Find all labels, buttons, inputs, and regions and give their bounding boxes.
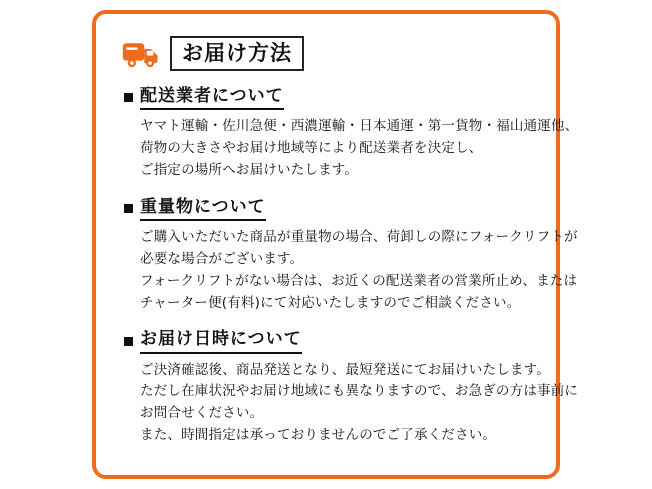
body-line: ご指定の場所へお届けいたします。 xyxy=(140,162,359,179)
section-shipping-carrier xyxy=(118,85,579,182)
panel-inner xyxy=(96,14,579,471)
body-line: フォークリフトがない場合は、お近くの配送業者の営業所止め、または xyxy=(140,272,578,289)
section-title: 重量物について xyxy=(140,196,266,221)
section-head xyxy=(124,85,534,110)
panel-title: お届け方法 xyxy=(170,36,304,71)
panel-title-row xyxy=(122,36,534,71)
square-bullet-icon xyxy=(124,337,133,346)
delivery-truck-icon xyxy=(122,39,160,69)
section-heavy-items xyxy=(118,196,578,315)
square-bullet-icon xyxy=(124,204,133,213)
body-line: ただし在庫状況やお届け地域にも異なりますので、お急ぎの方は事前に xyxy=(140,383,579,400)
body-line: 必要な場合がございます。 xyxy=(140,250,304,267)
square-bullet-icon xyxy=(124,93,133,102)
section-title: 配送業者について xyxy=(140,85,284,110)
body-line: ご購入いただいた商品が重量物の場合、荷卸しの際にフォークリフトが xyxy=(140,229,578,246)
section-body xyxy=(140,116,579,182)
body-line: ご決済確認後、商品発送となり、最短発送にてお届けいたします。 xyxy=(140,361,550,378)
section-head xyxy=(124,328,534,353)
body-line: 荷物の大きさやお届け地域等により配送業者を決定し、 xyxy=(140,140,483,157)
section-head xyxy=(124,196,534,221)
body-line: お問合せください。 xyxy=(140,405,264,422)
section-delivery-datetime xyxy=(118,328,579,447)
delivery-info-panel xyxy=(92,10,579,479)
section-title: お届け日時について xyxy=(140,328,302,353)
section-body xyxy=(140,227,578,314)
section-body xyxy=(140,360,579,447)
body-line: また、時間指定は承っておりませんのでご了承ください。 xyxy=(140,427,497,444)
body-line: ヤマト運輸・佐川急便・西濃運輸・日本通運・第一貨物・福山通運他、 xyxy=(140,118,579,135)
body-line: チャーター便(有料)にて対応いたしますのでご相談ください。 xyxy=(140,294,521,311)
